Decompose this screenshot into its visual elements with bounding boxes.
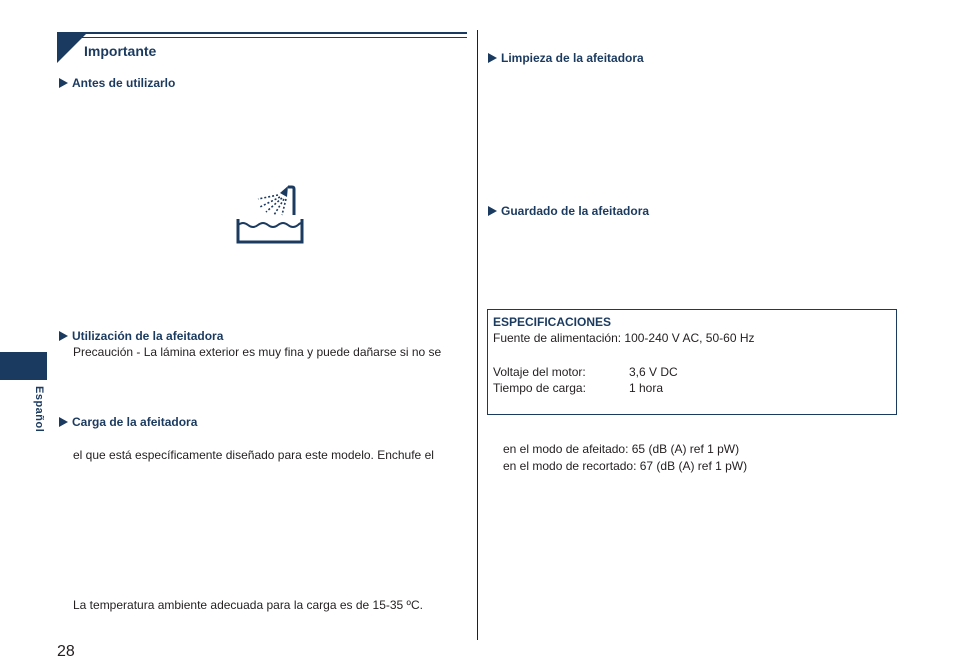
charging-text: el que está específicamente diseñado para este modelo. Enchufe el (73, 448, 434, 462)
noise-shaving: en el modo de afeitado: 65 (dB (A) ref 1 pW) (503, 442, 740, 456)
header-rule-bottom (57, 37, 467, 38)
subheading-label: Utilización de la afeitadora (72, 329, 224, 343)
language-tab-label: Español (33, 386, 45, 433)
charging-temperature-text: La temperatura ambiente adecuada para la carga es de 15-35 ºC. (73, 598, 423, 612)
caution-text: Precaución - La lámina exterior es muy fina y puede dañarse si no se (73, 345, 442, 359)
spec-power: Fuente de alimentación: 100-240 V AC, 50-60 Hz (493, 331, 755, 345)
subheading-charging (59, 415, 197, 429)
subheading-label: Carga de la afeitadora (72, 415, 198, 429)
spec-charge-value: 1 hora (629, 381, 664, 395)
triangle-bullet-icon (488, 53, 497, 63)
subheading-label: Guardado de la afeitadora (501, 204, 650, 218)
column-divider (477, 30, 478, 640)
subheading-cleaning (488, 51, 644, 65)
subheading-storage (488, 204, 649, 218)
language-tab (0, 352, 47, 380)
header-rule-top (57, 32, 467, 34)
spec-motor-label: Voltaje del motor: (493, 365, 586, 379)
subheading-label: Limpieza de la afeitadora (501, 51, 644, 65)
page-number: 28 (57, 643, 75, 660)
spec-charge-label: Tiempo de carga: (493, 381, 586, 395)
specifications-title: ESPECIFICACIONES (493, 315, 612, 329)
noise-trimming: en el modo de recortado: 67 (dB (A) ref 1 pW) (503, 459, 748, 473)
triangle-bullet-icon (59, 78, 68, 88)
subheading-label: Antes de utilizarlo (72, 76, 176, 90)
triangle-bullet-icon (488, 206, 497, 216)
triangle-bullet-icon (59, 417, 68, 427)
spec-motor-value: 3,6 V DC (629, 365, 678, 379)
section-heading: Importante (84, 43, 157, 59)
subheading-using-shaver (59, 329, 223, 343)
shower-bath-icon (234, 185, 306, 247)
triangle-bullet-icon (59, 331, 68, 341)
subheading-before-use (59, 76, 175, 90)
